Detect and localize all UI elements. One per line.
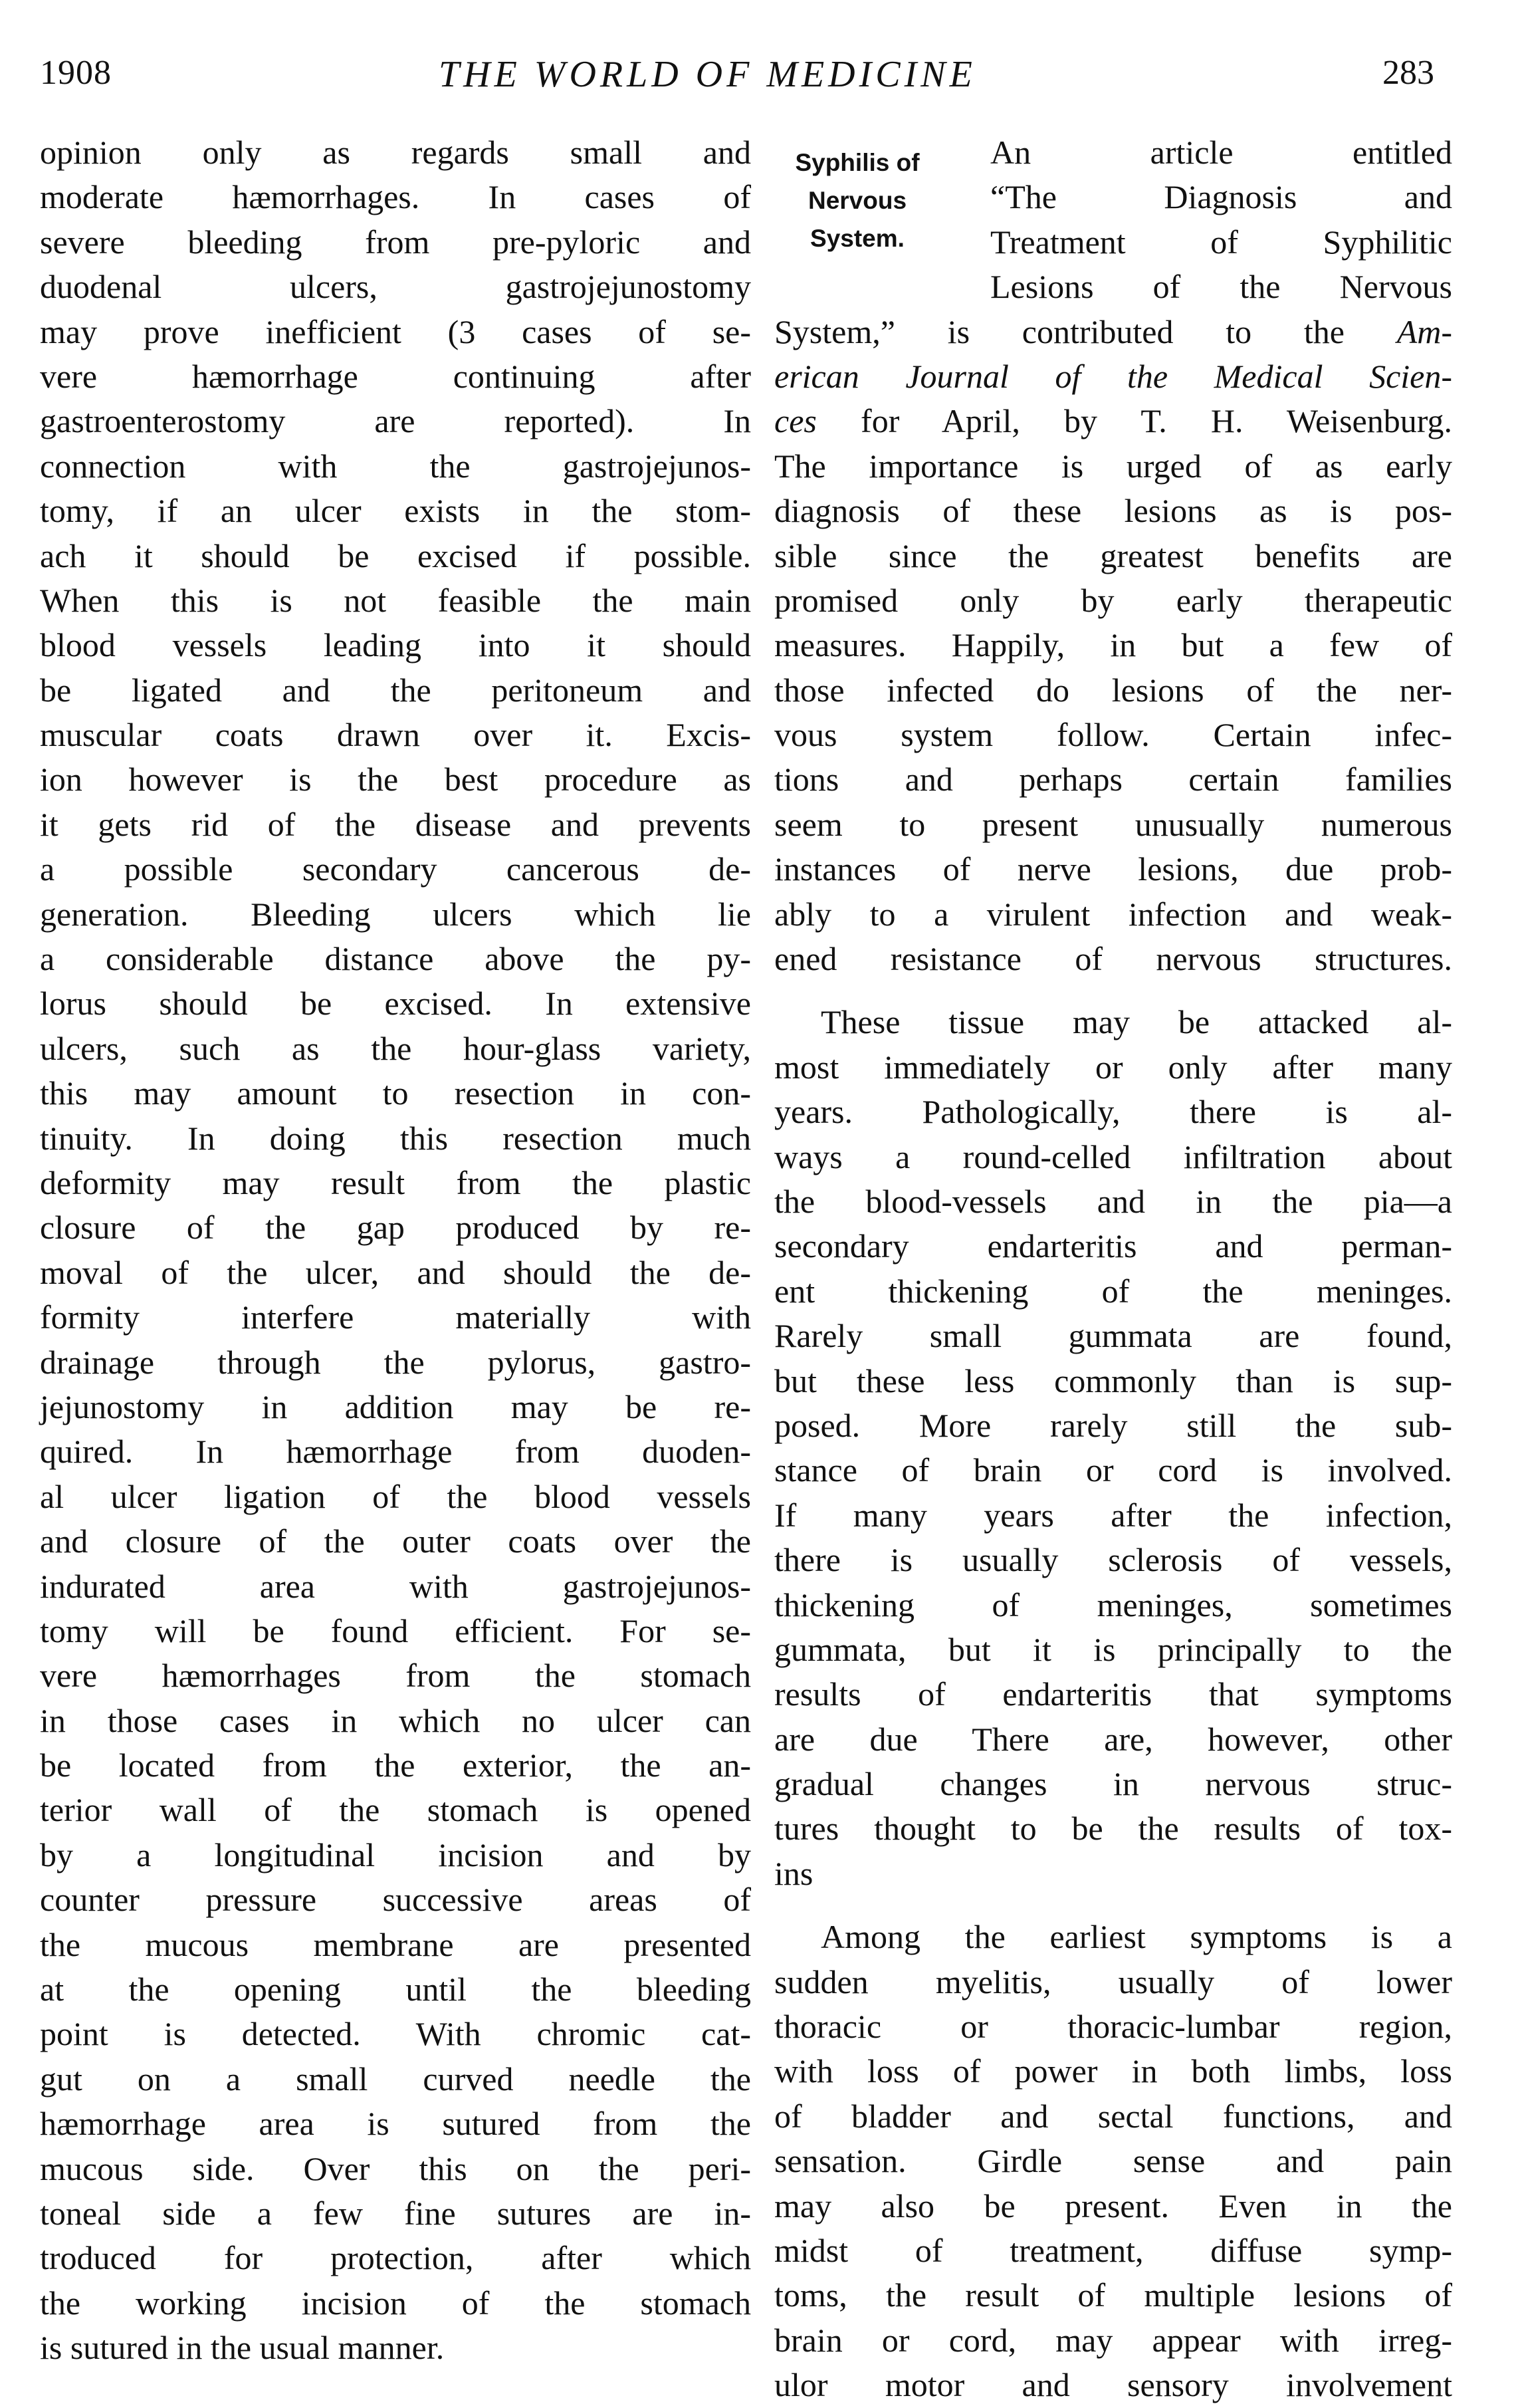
text-line: sensation. Girdle sense and pain xyxy=(774,2142,1452,2180)
text-line: results of endarteritis that symptoms xyxy=(774,1675,1452,1713)
text-line: secondary endarteritis and perman- xyxy=(774,1227,1452,1265)
text-run: for April, by T. H. Weisenburg. xyxy=(816,402,1452,440)
marginal-heading-line: Syphilis of xyxy=(795,149,920,176)
text-line: thoracic or thoracic-lumbar region, xyxy=(774,2008,1452,2046)
text-line: ened resistance of nervous structures. xyxy=(774,940,1452,978)
text-line: ion however is the best procedure as xyxy=(40,761,751,798)
text-line: be ligated and the peritoneum and xyxy=(40,671,751,709)
text-line: formity interfere materially with xyxy=(40,1298,751,1336)
text-line: jejunostomy in addition may be re- xyxy=(40,1387,751,1425)
header-title: THE WORLD OF MEDICINE xyxy=(439,54,976,95)
right-column xyxy=(774,130,1452,2408)
text-line: ways a round-celled infiltration about xyxy=(774,1138,1452,1175)
text-line: in those cases in which no ulcer can xyxy=(40,1701,751,1739)
text-line: mucous side. Over this on the peri- xyxy=(40,2149,751,2187)
text-line: years. Pathologically, there is al- xyxy=(774,1093,1452,1131)
text-line: at the opening until the bleeding xyxy=(40,1971,751,2008)
text-line: promised only by early therapeutic xyxy=(774,581,1452,619)
text-line: midst of treatment, diffuse symp- xyxy=(774,2231,1452,2269)
text-line: vous system follow. Certain infec- xyxy=(774,716,1452,754)
text-line: those infected do lesions of the ner- xyxy=(774,671,1452,709)
journal-title-italic: Am- xyxy=(1396,312,1452,350)
page-number: 283 xyxy=(1382,54,1434,92)
text-line: gummata, but it is principally to the xyxy=(774,1630,1452,1668)
text-line: indurated area with gastrojejunos- xyxy=(40,1567,751,1605)
text-line: tinuity. In doing this resection much xyxy=(40,1119,751,1157)
text-line: a possible secondary cancerous de- xyxy=(40,850,751,888)
article-intro xyxy=(774,130,1452,310)
text-run: System,” is contributed to the xyxy=(774,312,1397,350)
text-line: point is detected. With chromic cat- xyxy=(40,2015,751,2053)
text-line: may also be present. Even in the xyxy=(774,2187,1452,2225)
text-line: Lesions of the Nervous xyxy=(990,268,1452,306)
text-line: of bladder and sectal functions, and xyxy=(774,2097,1452,2135)
text-line: When this is not feasible the main xyxy=(40,581,751,619)
text-line: the mucous membrane are presented xyxy=(40,1925,751,1963)
text-line: stance of brain or cord is involved. xyxy=(774,1451,1452,1489)
text-line: “The Diagnosis and xyxy=(990,178,1452,216)
text-line: vere hæmorrhage continuing after xyxy=(40,357,751,395)
text-line: opinion only as regards small and xyxy=(40,134,751,171)
text-line: muscular coats drawn over it. Excis- xyxy=(40,716,751,754)
text-line: ulor motor and sensory involvement xyxy=(774,2366,1452,2404)
text-line: moval of the ulcer, and should the de- xyxy=(40,1253,751,1291)
text-line: by a longitudinal incision and by xyxy=(40,1836,751,1873)
text-line xyxy=(774,354,1452,399)
left-column xyxy=(40,130,751,2371)
text-line: it gets rid of the disease and prevents xyxy=(40,805,751,843)
text-line: tomy, if an ulcer exists in the stom- xyxy=(40,492,751,530)
text-line: toneal side a few fine sutures are in- xyxy=(40,2194,751,2232)
text-line: may prove inefficient (3 cases of se- xyxy=(40,312,751,350)
text-line xyxy=(774,399,1452,443)
text-line: gradual changes in nervous struc- xyxy=(774,1765,1452,1803)
text-line: hæmorrhage area is sutured from the xyxy=(40,2105,751,2143)
text-line: ach it should be excised if possible. xyxy=(40,537,751,574)
text-line: severe bleeding from pre-pyloric and xyxy=(40,223,751,261)
text-line: moderate hæmorrhages. In cases of xyxy=(40,178,751,216)
text-line: vere hæmorrhages from the stomach xyxy=(40,1657,751,1695)
text-line: ins xyxy=(774,1854,813,1892)
journal-title-italic: ces xyxy=(774,402,817,440)
text-line: closure of the gap produced by re- xyxy=(40,1209,751,1247)
text-line: If many years after the infection, xyxy=(774,1496,1452,1534)
text-line: instances of nerve lesions, due prob- xyxy=(774,850,1452,888)
text-line: These tissue may be attacked al- xyxy=(821,1003,1452,1041)
text-line: a considerable distance above the py- xyxy=(40,940,751,978)
text-line: be located from the exterior, the an- xyxy=(40,1746,751,1784)
text-line: gut on a small curved needle the xyxy=(40,2060,751,2098)
text-line: with loss of power in both limbs, loss xyxy=(774,2052,1452,2090)
text-line: are due There are, however, other xyxy=(774,1720,1452,1758)
text-line: Among the earliest symptoms is a xyxy=(821,1918,1452,1956)
text-line: ent thickening of the meninges. xyxy=(774,1272,1452,1310)
text-line: most immediately or only after many xyxy=(774,1048,1452,1086)
paragraph xyxy=(774,1000,1452,1896)
text-line: measures. Happily, in but a few of xyxy=(774,626,1452,664)
text-line: this may amount to resection in con- xyxy=(40,1074,751,1112)
text-line: toms, the result of multiple lesions of xyxy=(774,2276,1452,2314)
text-line: the working incision of the stomach xyxy=(40,2284,751,2322)
text-line: The importance is urged of as early xyxy=(774,447,1452,485)
text-line: but these less commonly than is sup- xyxy=(774,1362,1452,1399)
text-line: tures thought to be the results of tox- xyxy=(774,1810,1452,1848)
text-line: diagnosis of these lesions as is pos- xyxy=(774,492,1452,530)
text-line: tions and perhaps certain families xyxy=(774,761,1452,798)
text-line: thickening of meninges, sometimes xyxy=(774,1586,1452,1624)
text-line: brain or cord, may appear with irreg- xyxy=(774,2321,1452,2359)
header-year: 1908 xyxy=(40,54,112,92)
text-line: there is usually sclerosis of vessels, xyxy=(774,1541,1452,1579)
text-line: ably to a virulent infection and weak- xyxy=(774,895,1452,933)
text-line: deformity may result from the plastic xyxy=(40,1163,751,1201)
text-line: al ulcer ligation of the blood vessels xyxy=(40,1477,751,1515)
text-line: An article entitled xyxy=(990,134,1452,171)
text-line: generation. Bleeding ulcers which lie xyxy=(40,895,751,933)
text-line: is sutured in the usual manner. xyxy=(40,2329,445,2367)
text-line: the blood-vessels and in the pia—a xyxy=(774,1182,1452,1220)
text-line: sudden myelitis, usually of lower xyxy=(774,1963,1452,2000)
text-line: gastroenterostomy are reported). In xyxy=(40,402,751,440)
text-line: Treatment of Syphilitic xyxy=(990,223,1452,261)
text-line: blood vessels leading into it should xyxy=(40,626,751,664)
text-line: tomy will be found efficient. For se- xyxy=(40,1612,751,1649)
text-line: troduced for protection, after which xyxy=(40,2239,751,2277)
running-header xyxy=(0,47,1516,100)
paragraph xyxy=(774,310,1452,982)
text-line: lorus should be excised. In extensive xyxy=(40,985,751,1023)
text-line: quired. In hæmorrhage from duoden- xyxy=(40,1433,751,1471)
text-line: terior wall of the stomach is opened xyxy=(40,1791,751,1829)
text-line: seem to present unusually numerous xyxy=(774,805,1452,843)
text-line: counter pressure successive areas of xyxy=(40,1881,751,1919)
text-line: connection with the gastrojejunos- xyxy=(40,447,751,485)
text-line: ulcers, such as the hour-glass variety, xyxy=(40,1029,751,1067)
text-line: Rarely small gummata are found, xyxy=(774,1317,1452,1355)
text-line: duodenal ulcers, gastrojejunostomy xyxy=(40,268,751,306)
text-line: posed. More rarely still the sub- xyxy=(774,1406,1452,1444)
text-line: drainage through the pylorus, gastro- xyxy=(40,1343,751,1381)
text-line: sible since the greatest benefits are xyxy=(774,537,1452,574)
paragraph xyxy=(774,1915,1452,2407)
text-line xyxy=(774,310,1452,354)
marginal-heading-line: Nervous xyxy=(808,187,907,214)
marginal-heading-line: System. xyxy=(810,225,905,252)
marginal-heading xyxy=(768,144,947,257)
journal-title-italic: erican Journal of the Medical Scien- xyxy=(774,357,1452,395)
text-line: and closure of the outer coats over the xyxy=(40,1522,751,1560)
